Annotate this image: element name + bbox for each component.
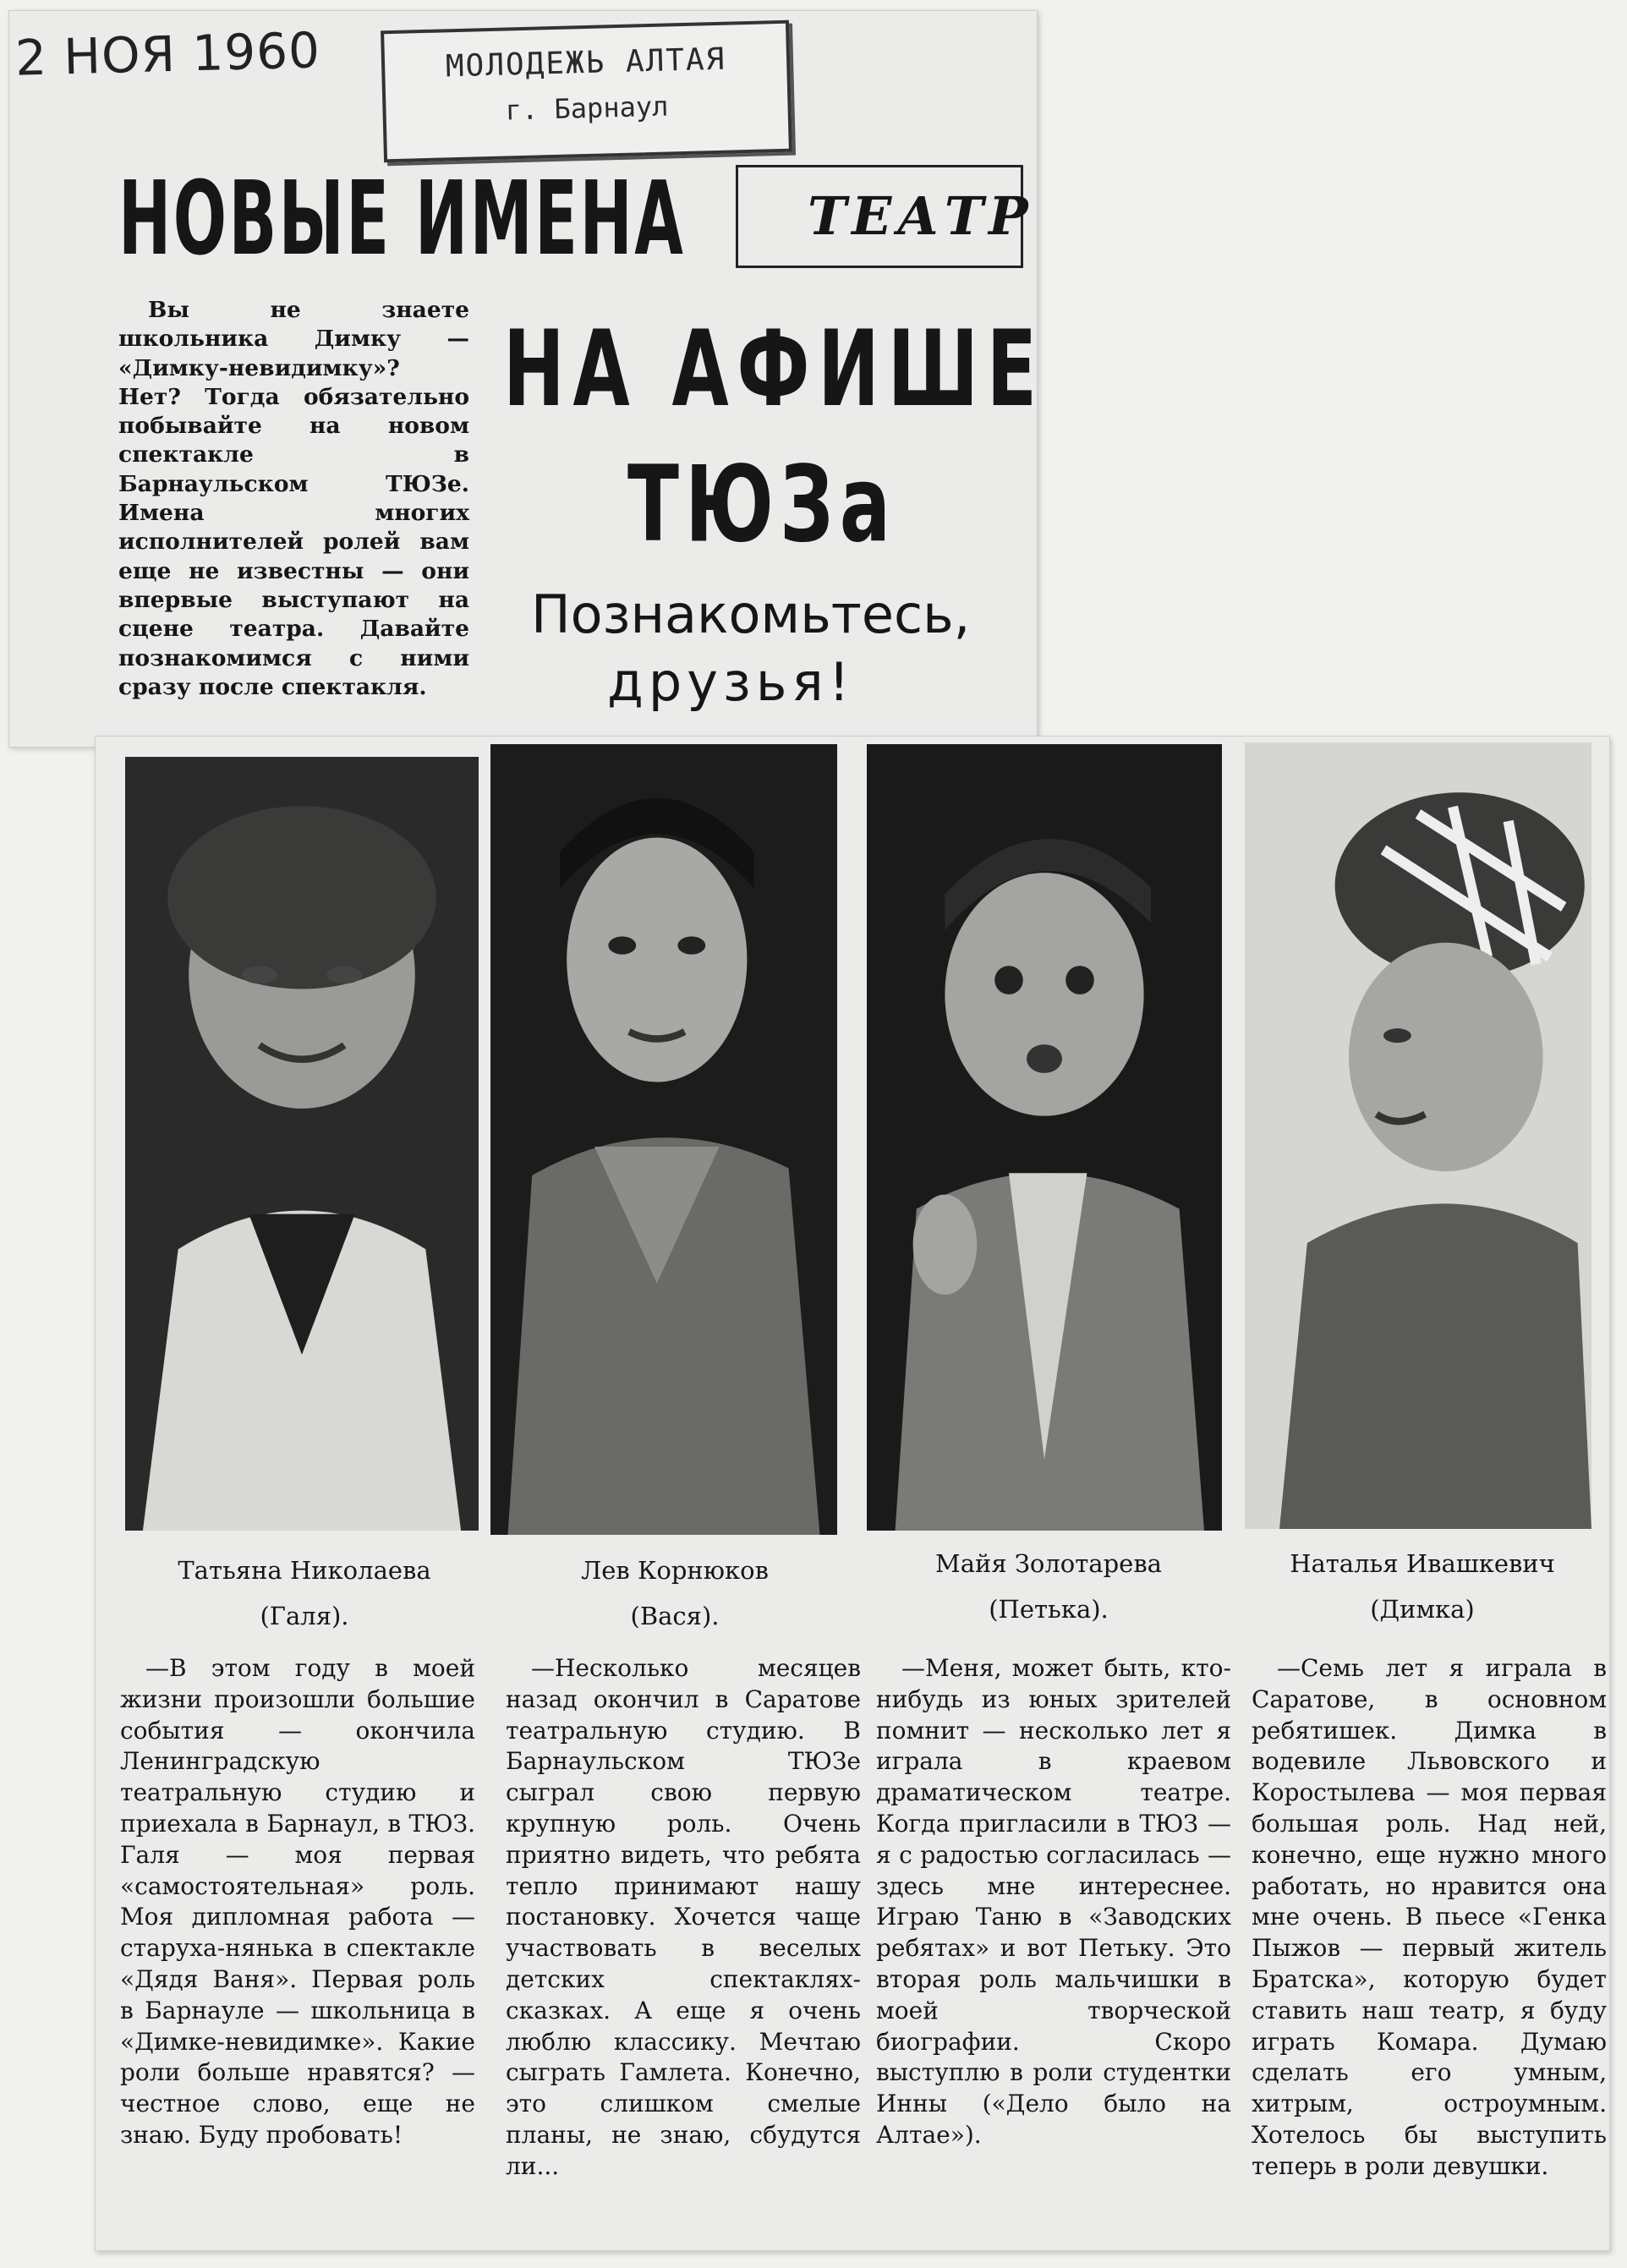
actor-text-2: —Несколько месяцев назад окончил в Саратове театральную студию. В Барнаульском ТЮЗе сыграл свою первую крупную роль. Очень приятно видеть, что ребята тепло принимают нашу постановку. Хочется чаще участвовать в веселых детских спектаклях-сказках. А еще я очень люблю классику. Мечтаю сыграть Гамлета. Конечно, это слишком смелые планы, не знаю, сбудутся ли...: [506, 1654, 861, 2180]
caption-4: [1245, 1541, 1600, 1632]
caption-1: [127, 1548, 482, 1639]
actor-name-2: Лев Корнюков: [581, 1556, 769, 1585]
actor-name-3: Майя Золотарева: [935, 1549, 1162, 1578]
caption-3: [871, 1541, 1226, 1632]
actor-text-3: —Меня, может быть, кто-нибудь из юных зрителей помнит — несколько лет я играла в краевом драматическом театре. Когда пригласили в ТЮЗ — я с радостью согласилась — здесь мне интереснее. Играю Таню в «Заводских ребятах» и вот Петьку. Это вторая роль мальчишки в моей творческой биографии. Скоро выступлю в роли студентки Инны («Дело было на Алтае»).: [876, 1654, 1231, 2149]
actor-text-column-1: [120, 1653, 475, 2151]
actor-text-column-2: [506, 1653, 861, 2183]
headline: НОВЫЕ ИМЕНА: [118, 161, 686, 278]
handwritten-date: 2 НОЯ 1960: [14, 21, 321, 87]
actor-name-4: Наталья Ивашкевич: [1290, 1549, 1555, 1578]
actor-photo-2: [490, 744, 837, 1535]
actor-role-4: (Димка): [1370, 1595, 1475, 1624]
actor-role-3: (Петька).: [989, 1595, 1109, 1624]
title-line-1: НА АФИШЕ: [503, 309, 1045, 430]
actor-text-1: —В этом году в моей жизни произошли большие события — окончила Ленинградскую театральную студию и приехала в Барнаул, в ТЮЗ. Галя — моя первая «самостоятельная» роль. Моя дипломная работа — старуха-нянька в спектакле «Дядя Ваня». Первая роль в Барнауле — школьница в «Димке-невидимке». Какие роли больше нравятся? — честное слово, еще не знаю. Буду пробовать!: [120, 1654, 475, 2149]
actor-text-column-4: [1252, 1653, 1607, 2183]
actor-role-2: (Вася).: [630, 1602, 720, 1630]
library-stamp: [381, 20, 792, 163]
actor-photo-1: [125, 757, 479, 1531]
stamp-line-1: МОЛОДЕЖЬ АЛТАЯ: [445, 41, 726, 85]
intro-paragraph: Вы не знаете школьника Димку — «Димку-невидимку»? Нет? Тогда обязательно побывайте на новом спектакле в Барнаульском ТЮЗе. Имена многих исполнителей ролей вам еще не известны — они впервые выступают на сцене театра. Давайте познакомимся с ними сразу после спектакля.: [118, 297, 469, 700]
subtitle-line-2: друзья!: [607, 651, 855, 713]
actor-photo-4: [1245, 742, 1591, 1529]
caption-2: [497, 1548, 852, 1639]
subtitle-line-1: Познакомьтесь,: [531, 583, 971, 645]
actor-text-column-3: [876, 1653, 1231, 2151]
actor-role-1: (Галя).: [260, 1602, 349, 1630]
actor-name-1: Татьяна Николаева: [178, 1556, 431, 1585]
actor-text-4: —Семь лет я играла в Саратове, в основном ребятишек. Димка в водевиле Львовского и Коростылева — моя первая большая роль. Над ней, конечно, еще нужно много работать, но нравится она мне очень. В пьесе «Генка Пыжов — первый житель Братска», которую будет ставить наш театр, я буду играть Комара. Думаю сделать его умным, хитрым, остроумным. Хотелось бы выступить теперь в роли девушки.: [1252, 1654, 1607, 2180]
stamp-line-2: г. Барнаул: [505, 90, 669, 127]
actor-photo-3: [867, 744, 1222, 1531]
rubric-box: ТЕАТР: [736, 165, 1023, 268]
title-line-2: ТЮЗа: [627, 444, 897, 566]
